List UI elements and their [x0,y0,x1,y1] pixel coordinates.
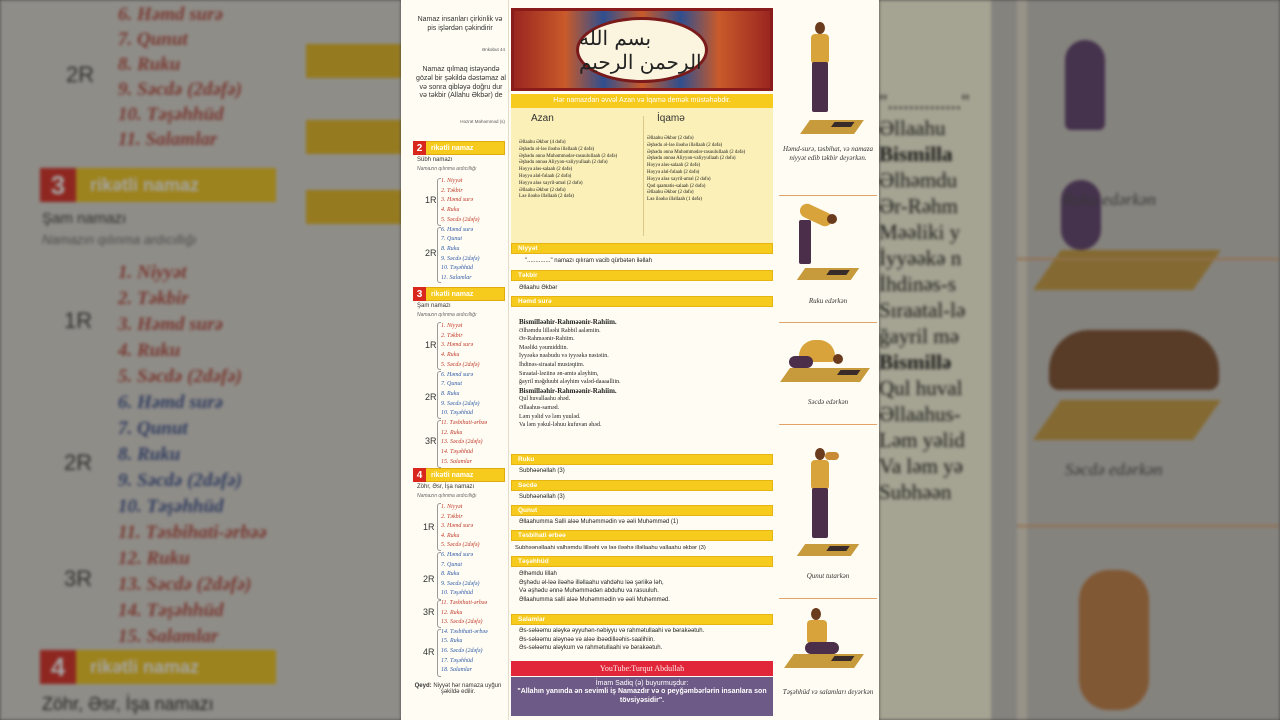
bg-step-item: 2. Təkbir [118,288,189,309]
teshhud-line: Əlhəmdu lillah [519,571,557,577]
iqame-title: İqamə [657,113,685,124]
bg-step-item: 3. Həmd surə [118,314,224,335]
step-item: 7. Qunut [441,236,462,243]
note [411,683,505,695]
quote-ref: Ənkəbut 44 [481,47,505,52]
section-4-rakat [413,468,505,482]
iqame-line: Həyyə aləə xayril-aməl (2 dəfə) [647,176,711,182]
step-item: 3. Həmd surə [441,523,474,530]
section-number: 2 [413,141,426,155]
bg-subtitle2: Namazın qılınma ardıcıllığı [42,232,197,247]
steps-list-2 [441,177,479,284]
bismillah-calligraphy: بسم الله الرحمن الرحيم [576,17,708,83]
bg-step-item: 5. Səcdə (2dəfə) [118,366,242,387]
azan-lines [519,140,643,201]
hemd-lines [519,318,769,430]
step-item: 7. Qunut [441,561,462,568]
teshhud-line: Əşhədu əl-ləə iləəhə illəllaahu vahdəhu ləə şəriikə ləh, [519,579,664,586]
tekbir-text: Əllaahu Əkbər [519,285,558,291]
azan-line: Əllaahu Əkbər (4 dəfə) [519,140,566,145]
rakat-label: 1R [425,340,437,350]
prayer-name: Zöhr, Əsr, İşa namazı [417,484,475,490]
bg-section4-header: 4 rikətli namaz [40,650,276,684]
caption-qunut: Qunut tutarkən [806,572,850,580]
hadith-quote: Namaz qılmaq istəyəndə gözəl bir şəkildə dəstəmaz al və sonra qibləyə doğru dur və təkbir (Allahu Əkbər) de [416,66,506,100]
step-item: 10. Təşəhhüd [441,265,473,272]
step-item: 5. Səcdə (2dəfə) [441,216,480,223]
step-item: 6. Həmd surə [441,551,474,558]
step-item: 3. Həmd surə [441,197,474,204]
step-item: 12. Ruku [441,609,463,616]
bg-text-line: Əllaahu [879,116,946,140]
recitation-column [511,8,773,720]
bg-step-item: 9. Səcdə (2dəfə) [118,470,242,491]
salamlar-line: Əs-sələəmu aləykə əyyuhən-nəbiyyu və rahmətullaahi və bərakəətuh. [519,628,705,634]
step-item: 2. Təkbir [441,513,463,520]
section-2-rakat [413,141,505,155]
hemd-line: Bismilləəhir-Rahməənir-Rahiim. [519,386,617,395]
salamlar-line: Əs-sələəmu aləykum və rahmətullaahi və bərakəətuh. [519,645,663,652]
iqame-line: Əşhədu əl-ləə iləəhə illəllaah (2 dəfə) [647,142,723,148]
iqame-line: Əllaahu Əkbər (2 dəfə) [647,190,694,196]
section-3-rakat [413,287,505,301]
iqame-line: Qəd qaamatis-salaah (2 dəfə) [647,183,706,189]
hemd-line: Məəliki yəumiddiin. [519,344,568,351]
azan-line: Həyyə aləə xayril-aməl (2 dəfə) [519,180,583,186]
salamlar-line: Əs-sələəmu aləynəə və aləə ibəədilləəhis-saalihiin. [519,636,655,643]
step-item: 11. Təsbihati-ərbəə [441,599,488,606]
salamlar-lines [519,627,704,653]
bg-step-item: 9. Səcdə (2dəfə) [118,79,242,100]
qunut-band: Qunut [511,505,773,516]
bismillah-ornament [511,8,773,91]
bg-step-item: 6. Həmd surə [118,392,224,413]
step-item: 15. Ruku [441,638,463,645]
bg-step-item: 6. Həmd surə [118,4,224,25]
bg-step-item: 7. Qunut [118,29,188,50]
step-item: 8. Ruku [441,390,460,397]
hadith-ref: Həzrət Məhəmməd (s) [460,119,505,124]
azan-line: Ləə iləəhə illəllaah (2 dəfə) [519,194,574,200]
hemd-line: Əllaahus-saməd. [519,404,560,411]
step-item: 6. Həmd surə [441,226,474,233]
section-label: rikətli namaz [431,290,474,298]
teshhud-lines [519,570,670,604]
step-item: 18. Salamlar [441,667,473,674]
rakat-label: 3R [423,607,435,617]
step-item: 10. Təşəhhüd [441,410,473,417]
ruku-text: Subhəənəllah (3) [519,468,565,474]
step-item: 13. Səcdə (2dəfə) [441,619,483,626]
azan-line: Əşhədu ənnəə Aliyyən-valiyyullaah (2 dəfə) [519,160,608,166]
hemd-line: Va ləm yəkul-ləhuu kufuvan əhəd. [519,422,602,429]
step-item: 10. Təşəhhüd [441,590,473,597]
bg-step-item: 10. Təşəhhüd [118,496,224,517]
secde-band: Səcdə [511,480,773,491]
bg-rk: 2R [64,450,93,475]
hemd-line: Sıraatal-ləziinə ən-amtə aləyhim, [519,370,599,377]
bg-rakat-label: 2R [66,62,95,87]
teshhud-line: Əllaahumma salli aləə Muhəmmədin və əəli Muhəmməd. [519,596,670,603]
caption-teshhud: Təşəhhüd və salamları deyərkən [782,688,874,696]
azan-line: Əllaahu Əkbər (2 dəfə) [519,187,566,193]
prayer-guide-page [401,0,879,720]
rakat-label: 3R [425,436,437,446]
bg-step-item: 7. Qunut [118,418,188,439]
prayer-name: Şam namazı [417,303,451,309]
bg-text-line: Ər-Rəhm [879,194,958,218]
caption-ruku: Ruku edərkən [808,297,848,305]
left-background-zoom [0,0,401,720]
step-item: 4. Ruku [441,207,460,214]
step-item: 16. Səcdə (2dəfə) [441,647,483,654]
footer-quote-attribution: İmam Sadiq (ə) buyurmuşdur: [595,680,689,687]
bg-step-item: 8. Ruku [118,54,181,75]
rakat-label: 1R [423,522,435,532]
hemd-line: İhdinəs-siraatal mustəqiim. [519,361,585,368]
step-item: 15. Salamlar [441,458,473,465]
note-text: Niyyət hər namaza uyğun şəkildə edilir. [433,683,502,695]
iqame-line: Əşhədu ənnəə Aliyyən-valiyyullaah (2 dəfə) [647,156,736,162]
step-item: 1. Niyyət [441,323,463,329]
azan-line: Əşhədu əl-ləə iləəhə illəllaah (2 dəfə) [519,146,595,152]
steps-list-4 [441,503,488,676]
bg-subtitle: Şam namazı [42,210,127,227]
rakat-label: 2R [425,392,437,402]
caption-secde: Səcdə edərkən [807,398,849,406]
bg-text-line: İhdinəs-s [879,272,956,296]
bg-text-line: İyyəəkə n [879,246,962,270]
step-item: 12. Ruku [441,429,463,436]
iqame-line: Ləə iləəhə illəllaah (1 dəfə) [647,197,702,203]
azan-line: Həyyə aləl-fəlaah (2 dəfə) [519,173,572,179]
secde-text: Subhəənəllah (3) [519,494,565,500]
note-label: Qeyd: [414,683,432,689]
bg-section-header: 3 rikətli namaz [40,168,276,202]
step-item: 11. Salamlar [441,275,472,282]
step-item: 2. Təkbir [441,332,463,339]
hemd-line: Ər-Rahməənir-Rahiim. [519,336,575,343]
hemd-line: Ləm yəlid və ləm yuuləd. [519,413,581,420]
bg-text-line: Məəliki y [879,220,961,244]
caption-standing: Həmd-surə, təsbihat, və namaza niyyət edib təkbir deyərkən. [782,145,873,162]
step-item: 9. Səcdə (2dəfə) [441,580,480,587]
step-item: 8. Ruku [441,571,460,578]
step-item: 8. Ruku [441,245,460,252]
bg-text-line: ğayril mə [879,324,959,348]
step-item: 1. Niyyət [441,178,463,184]
salamlar-band: Salamlar [511,614,773,625]
ruku-band: Ruku [511,454,773,465]
youtube-credit: YouTube:Turqut Abdullah [511,661,773,676]
step-item: 1. Niyyət [441,504,463,510]
teshhud-band: Təşəhhüd [511,556,773,567]
bg-text-line: Subhəən [879,480,952,504]
bg-step-item: 12. Ruku [118,548,190,569]
azan-line: Əşhədu ənnə Muhəmmədər-rasuulullaah (2 dəfə) [519,153,618,159]
rakat-label: 4R [423,647,435,657]
hemd-line: Qul huvallaahu əhəd. [519,396,571,403]
step-item: 9. Səcdə (2dəfə) [441,400,480,407]
quran-quote: Namaz insanları çirkinlik və pis işlərdən çəkindirir [417,16,503,32]
rakat-label: 2R [425,248,437,258]
niyyet-band: Niyyət [511,243,773,254]
bg-step-item: 14. Təşəhhüd [118,600,224,621]
bg-text-line: Sıraatal-lə [879,298,966,322]
step-item: 5. Səcdə (2dəfə) [441,361,480,368]
hemd-line: İyyəəkə nəabudu və iyyəəkə nəstəiin. [519,353,609,360]
tekbir-band: Təkbir [511,270,773,281]
prayer-name: Sübh namazı [417,157,453,163]
sequence-column [401,0,509,720]
bg-step-item: 11. Təsbihati-ərbəə [118,522,267,543]
azan-title: Azan [531,113,554,124]
step-item: 17. Təşəhhüd [441,657,473,664]
step-item: 11. Təsbihati-ərbəə [441,420,488,427]
hemd-line: ğayril məğduubi aləyhim valəd-daaaalliin. [519,379,621,386]
tesbihat-text: Subhəənəllaahi valhəmdu lilləəhi və ləə iləəhə illəllaahu vallaahu əkbər (3) [515,545,706,551]
bg-text-line: Əlhəmdu [879,168,958,192]
iqame-lines [647,136,771,204]
prayer-sequence-label: Namazın qılınma ardıcıllığı [417,493,477,499]
right-background-zoom [879,0,1280,720]
iqame-line: Əşhədu ənnə Muhəmmədər-rasuulullaah (2 dəfə) [647,149,746,155]
bg-caption: Ruku edərkən [1063,190,1156,209]
bg-step-item: 11. Salamlar [118,129,218,150]
step-item: 14. Təşəhhüd [441,449,473,456]
bg-rk: 1R [64,308,93,333]
section-label: rikətli namaz [431,144,474,152]
iqame-line: Həyyə aləs-salaah (2 dəfə) [647,163,701,169]
bg-text-line: Ləm yəlid [879,428,965,452]
bg-step-item: 4. Ruku [118,340,181,361]
step-item: 14. Təsbihati-ərbəə [441,628,488,635]
step-item: 5. Səcdə (2dəfə) [441,542,480,549]
step-item: 13. Səcdə (2dəfə) [441,439,483,446]
step-item: 4. Ruku [441,352,460,359]
section-number: 4 [413,468,426,482]
teshhud-line: Və əşhədu ənnə Muhəmmədən abduhu va rasuuluh. [519,588,659,595]
bg-step-item: 15. Salamlar [118,626,219,647]
step-item: 9. Səcdə (2dəfə) [441,255,480,262]
tesbihat-band: Təsbihati ərbəə [511,530,773,541]
azan-iqame-box [511,94,773,244]
bg-section4-sub: Zöhr, Əsr, İşa namazı [42,694,214,714]
bg-text-line: Bismilla [879,142,953,166]
steps-list-3 [441,322,487,468]
rakat-label: 1R [425,195,437,205]
qunut-text: Əllaahumma Salli aləə Muhəmmədin və əəli Muhəmməd (1) [519,519,679,525]
hemd-band: Həmd surə [511,296,773,307]
iqame-line: Əllaahu Əkbər (2 dəfə) [647,136,694,141]
illustration-column [777,0,879,720]
niyyet-text: ".............." namazı qılıram vacib qürbətən iləllah [525,258,652,264]
rakat-label: 2R [423,574,435,584]
step-item: 7. Qunut [441,381,462,388]
bg-text-line: ".............." [879,90,970,114]
bg-rk: 3R [64,566,93,591]
hemd-line: Əlhəmdu lilləəhi Rabbil aaləmiin. [519,327,601,334]
step-item: 2. Təkbir [441,187,463,194]
hemd-line: Bismilləəhir-Rahməənir-Rahiim. [519,318,617,326]
bg-text-line: Əllaahus- [879,402,961,426]
step-item: 4. Ruku [441,532,460,539]
bg-text-line: Qul huval [879,376,963,400]
section-label: rikətli namaz [431,471,474,479]
step-item: 3. Həmd surə [441,342,474,349]
bg-step-item: 10. Təşəhhüd [118,104,224,125]
azan-line: Həyyə aləs-salaah (2 dəfə) [519,167,573,173]
iqame-line: Həyyə aləl-fəlaah (2 dəfə) [647,169,700,175]
bg-step-item: 1. Niyyət [118,262,187,283]
azan-header: Hər namazdan əvvəl Azan və İqamə demək müstəhəbdir. [511,94,773,108]
bg-caption: Səcdə edərkən [1065,460,1163,479]
bg-text-line: Bismillə [879,350,952,374]
bg-text-line: Va ləm yə [879,454,963,478]
bg-step-item: 8. Ruku [118,444,181,465]
footer-quote-text: "Allahın yanında ən sevimli iş Namazdır və o peyğəmbərlərin insanlara son tövsiyəsidir". [517,688,767,704]
prayer-sequence-label: Namazın qılınma ardıcıllığı [417,166,477,172]
footer-quote [511,677,773,716]
section-number: 3 [413,287,426,301]
bg-step-item: 13. Səcdə (2dəfə) [118,574,252,595]
prayer-sequence-label: Namazın qılınma ardıcıllığı [417,312,477,318]
step-item: 6. Həmd surə [441,371,474,378]
